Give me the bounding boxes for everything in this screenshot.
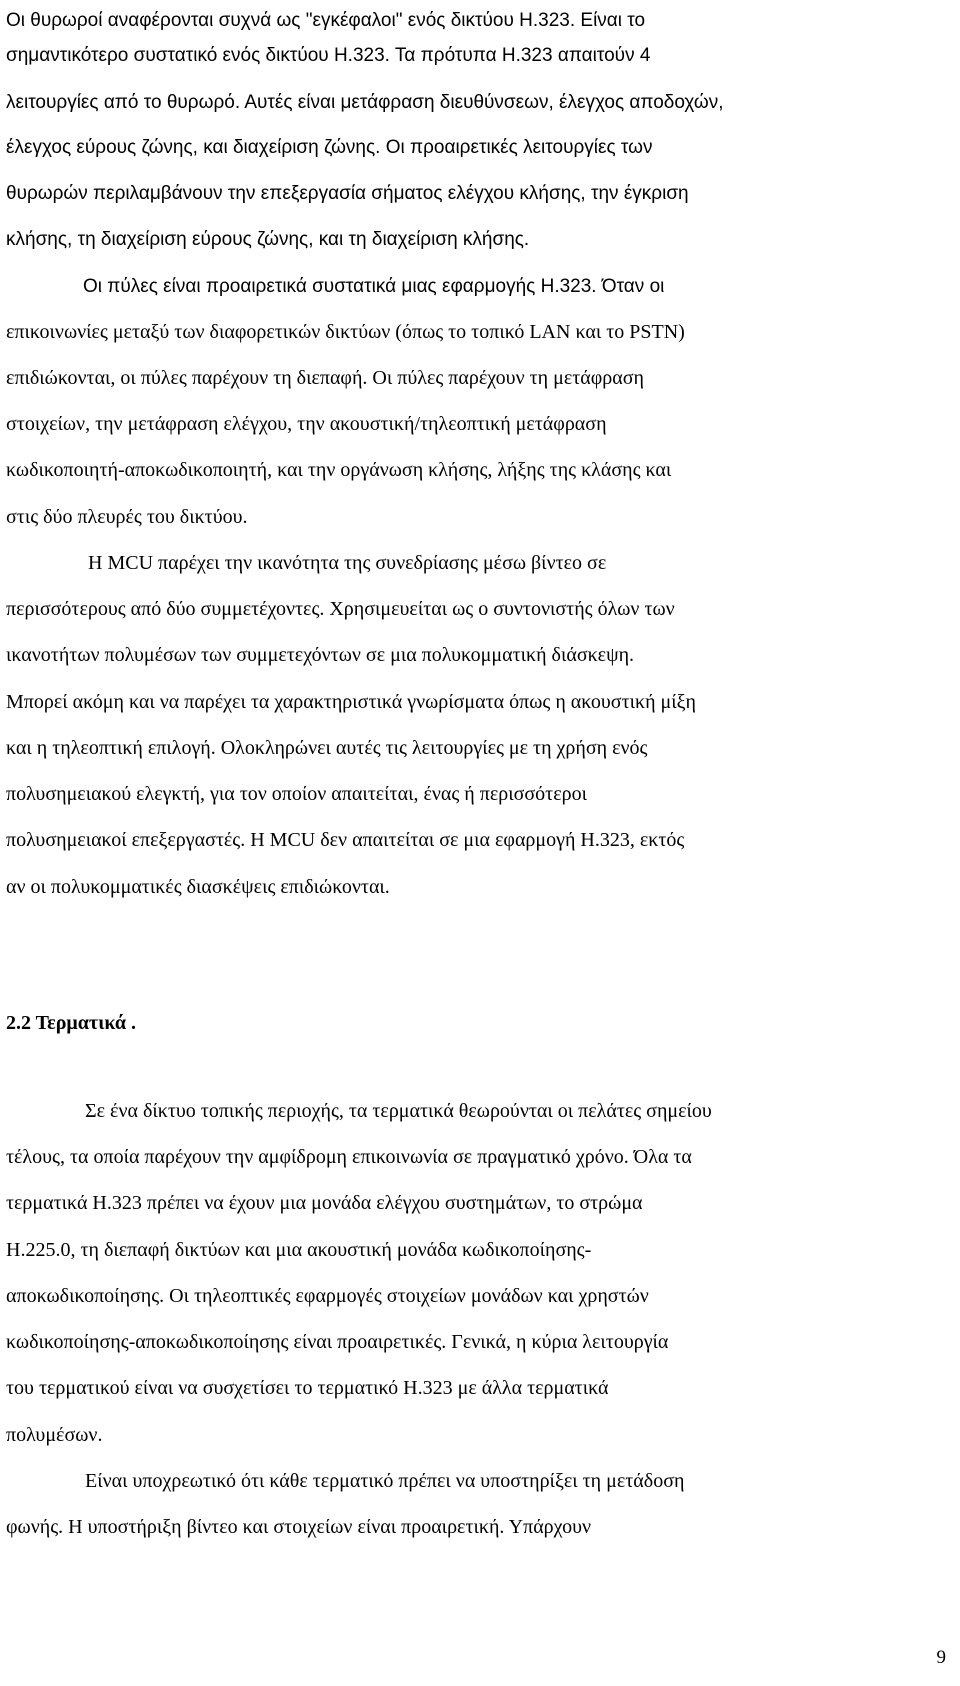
terminals-line: τέλους, τα οποία παρέχουν την αμφίδρομη επικοινωνία σε πραγματικό χρόνο. Όλα τα (6, 1146, 692, 1168)
mcu-line: πολυσημειακού ελεγκτή, για τον οποίον απαιτείται, ένας ή περισσότεροι (6, 783, 587, 805)
mcu-line: περισσότερους από δύο συμμετέχοντες. Χρησιμευείται ως ο συντονιστής όλων των (6, 598, 675, 620)
terminals-line: τερματικά Η.323 πρέπει να έχουν μια μονάδα ελέγχου συστημάτων, το στρώμα (6, 1192, 643, 1214)
mcu-line: αν οι πολυκομματικές διασκέψεις επιδιώκονται. (6, 876, 390, 898)
gatekeepers-line: κλήσης, τη διαχείριση εύρους ζώνης, και τη διαχείριση κλήσης. (6, 229, 530, 250)
terminals-line: Η.225.0, τη διεπαφή δικτύων και μια ακουστική μονάδα κωδικοποίησης- (6, 1239, 592, 1261)
gateways-line: Οι πύλες είναι προαιρετικά συστατικά μιας εφαρμογής Η.323. Όταν οι (83, 276, 665, 297)
gatekeepers-line: Οι θυρωροί αναφέρονται συχνά ως "εγκέφαλοι" ενός δικτύου Η.323. Είναι το (6, 10, 646, 31)
mcu-line: Η MCU παρέχει την ικανότητα της συνεδρίασης μέσω βίντεο σε (88, 552, 607, 574)
terminals-line: του τερματικού είναι να συσχετίσει το τερματικό Η.323 με άλλα τερματικά (6, 1377, 609, 1399)
voice-line: φωνής. Η υποστήριξη βίντεο και στοιχείων είναι προαιρετική. Υπάρχουν (6, 1516, 592, 1538)
page-number: 9 (936, 1647, 946, 1668)
terminals-line: Σε ένα δίκτυο τοπικής περιοχής, τα τερματικά θεωρούνται οι πελάτες σημείου (85, 1100, 712, 1122)
mcu-line: Μπορεί ακόμη και να παρέχει τα χαρακτηριστικά γνωρίσματα όπως η ακουστική μίξη (6, 691, 697, 713)
mcu-line: πολυσημειακοί επεξεργαστές. Η MCU δεν απαιτείται σε μια εφαρμογή Η.323, εκτός (6, 829, 685, 851)
section-heading: 2.2 Τερματικά . (6, 1012, 137, 1034)
gatekeepers-line: λειτουργίες από το θυρωρό. Αυτές είναι μετάφραση διευθύνσεων, έλεγχος αποδοχών, (6, 92, 724, 113)
gateways-line: στις δύο πλευρές του δικτύου. (6, 506, 248, 528)
gateways-line: επικοινωνίες μεταξύ των διαφορετικών δικτύων (όπως το τοπικό LAN και το PSTN) (6, 321, 685, 343)
terminals-line: πολυμέσων. (6, 1424, 103, 1446)
mcu-line: και η τηλεοπτική επιλογή. Ολοκληρώνει αυτές τις λειτουργίες με τη χρήση ενός (6, 737, 648, 759)
gatekeepers-line: σημαντικότερο συστατικό ενός δικτύου Η.323. Τα πρότυπα Η.323 απαιτούν 4 (6, 45, 651, 66)
gateways-line: στοιχείων, την μετάφραση ελέγχου, την ακουστική/τηλεοπτική μετάφραση (6, 413, 607, 435)
gatekeepers-line: θυρωρών περιλαμβάνουν την επεξεργασία σήματος ελέγχου κλήσης, την έγκριση (6, 183, 689, 204)
mcu-line: ικανοτήτων πολυμέσων των συμμετεχόντων σε μια πολυκομματική διάσκεψη. (6, 644, 635, 666)
gateways-line: κωδικοποιητή-αποκωδικοποιητή, και την οργάνωση κλήσης, λήξης της κλάσης και (6, 459, 672, 481)
voice-line: Είναι υποχρεωτικό ότι κάθε τερματικό πρέπει να υποστηρίξει τη μετάδοση (85, 1470, 685, 1492)
terminals-line: κωδικοποίησης-αποκωδικοποίησης είναι προαιρετικές. Γενικά, η κύρια λειτουργία (6, 1331, 669, 1353)
gateways-line: επιδιώκονται, οι πύλες παρέχουν τη διεπαφή. Οι πύλες παρέχουν τη μετάφραση (6, 367, 644, 389)
terminals-line: αποκωδικοποίησης. Οι τηλεοπτικές εφαρμογές στοιχείων μονάδων και χρηστών (6, 1285, 649, 1307)
gatekeepers-line: έλεγχος εύρους ζώνης, και διαχείριση ζώνης. Οι προαιρετικές λειτουργίες των (6, 137, 653, 158)
